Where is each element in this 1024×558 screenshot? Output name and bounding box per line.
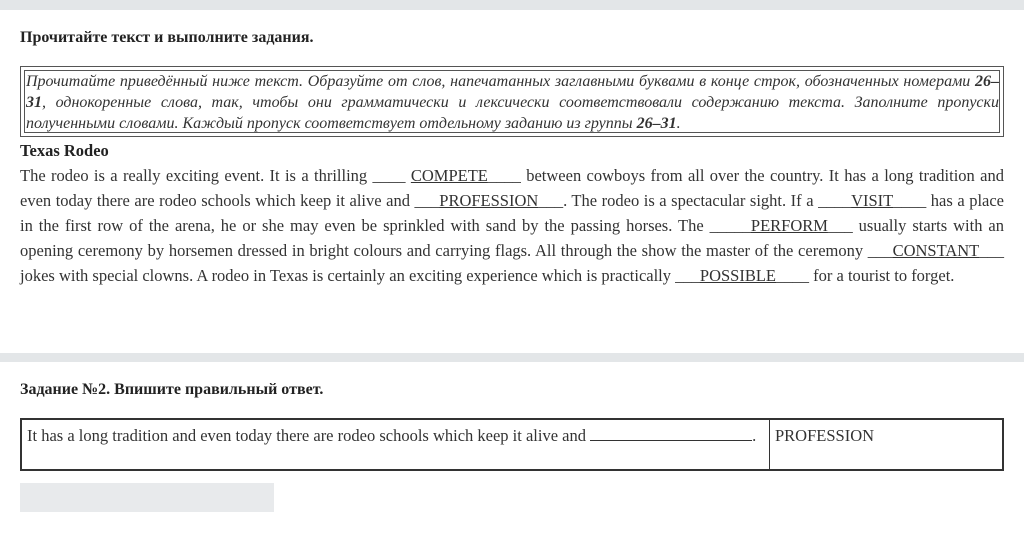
question-text: It has a long tradition and even today there are rodeo schools which keep it alive and [27,426,591,445]
section-divider [0,353,1024,362]
top-bar [0,0,1024,10]
instructions-part-1: Прочитайте приведённый ниже текст. Образуйте от слов, напечатанных заглавными буквами в конце строк, обозначенных номерами [26,73,975,90]
passage-segment: ___ usually starts with an opening ceremony by horsemen dressed in bright colours and carrying flags. All through the show the master of the ceremony ___ [20,216,1005,260]
keyword-cell: PROFESSION [775,426,875,445]
instructions-box [20,66,1004,137]
answer-blank [590,424,752,441]
reading-passage [20,163,1004,288]
instructions-part-3: . [676,115,681,132]
keyword-constant: CONSTANT [892,241,980,260]
task-2-title: Задание №2. Впишите правильный ответ. [20,381,324,398]
instructions-text [24,70,1000,133]
keyword-possible: POSSIBLE [699,266,776,285]
question-table [20,418,1004,471]
passage-segment: The rodeo is a really exciting event. It is a thrilling ____ [20,166,411,185]
question-cell [22,420,770,469]
instructions-part-2: , однокоренные слова, так, чтобы они грамматически и лексически соответствовали содержанию текста. Заполните пропуски полученными словами. Каждый пропуск соответствует отдельному заданию из группы [26,94,999,132]
answer-input[interactable] [20,483,274,512]
question-end: . [752,426,757,445]
task-1-title: Прочитайте текст и выполните задания. [20,29,314,46]
keyword-perform: PERFORM [750,216,828,235]
keyword-visit: VISIT [851,191,894,210]
passage-segment: ____ has a place in the first row of the arena, he or she may even be sprinkled with sand by the passing horses. The _____ [20,191,1005,235]
passage-segment: ___ jokes with special clowns. A rodeo in Texas is certainly an exciting experience which is practically ___ [20,241,1004,285]
passage-segment: ____ between cowboys from all over the country. It has a long tradition and even today there are rodeo schools which keep it alive and ___ [20,166,1004,210]
instructions-range-1: 26–31 [26,73,999,111]
passage-segment: ___. The rodeo is a spectacular sight. If a ____ [538,191,852,210]
keyword-compete: COMPETE [410,166,488,185]
text-title: Texas Rodeo [20,141,109,160]
instructions-range-2: 26–31 [636,115,677,132]
keyword-profession: PROFESSION [439,191,539,210]
passage-segment: ____ for a tourist to forget. [776,266,955,285]
